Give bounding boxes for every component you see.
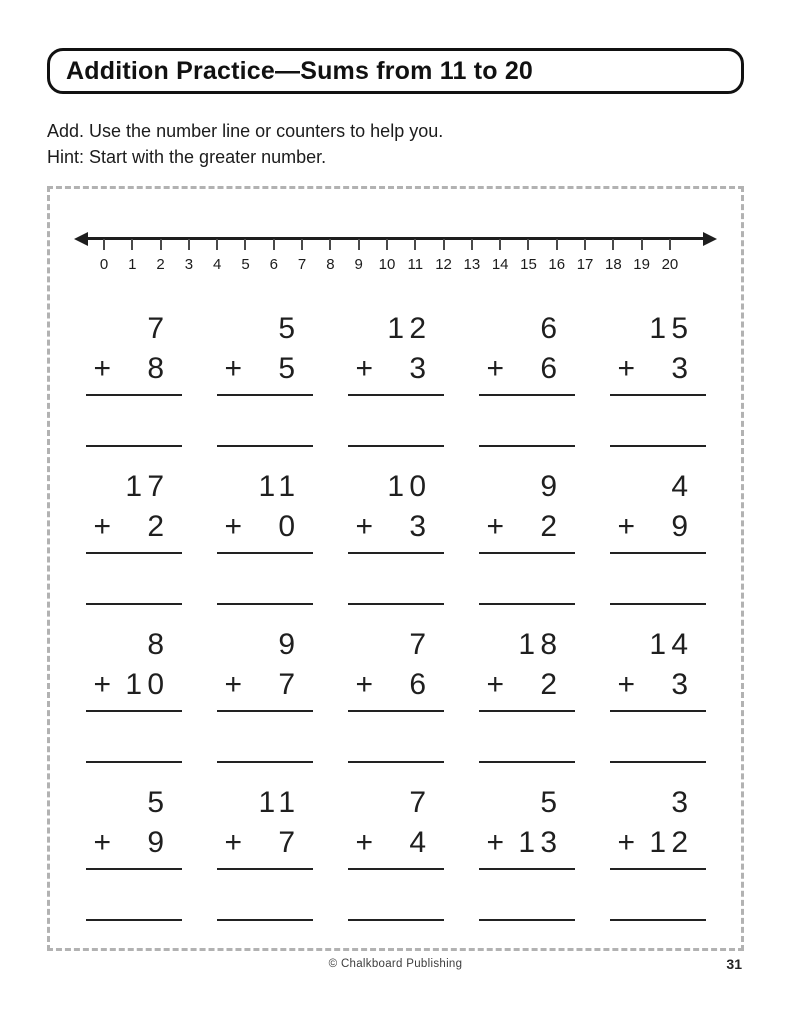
number-line-ticks (88, 239, 703, 273)
page-title: Addition Practice—Sums from 11 to 20 (66, 56, 534, 85)
plus-sign: + (617, 826, 641, 859)
problem-inner (479, 469, 575, 627)
plus-sign: + (355, 510, 379, 543)
number-line-tick (661, 239, 679, 273)
operator-row (86, 509, 182, 554)
top-addend: 17 (125, 470, 170, 503)
bottom-addend: 6 (409, 668, 432, 701)
bottom-addend: 9 (147, 826, 170, 859)
operator-row (610, 351, 706, 396)
top-addend: 5 (540, 786, 563, 819)
bottom-addend: 2 (540, 510, 563, 543)
number-line-tick (156, 239, 165, 273)
addition-problem (68, 627, 199, 785)
addition-problem (330, 311, 461, 469)
plus-sign: + (355, 826, 379, 859)
top-addend: 8 (147, 628, 170, 661)
top-addend: 7 (409, 628, 432, 661)
bottom-addend: 13 (518, 826, 563, 859)
problem-inner (217, 311, 313, 469)
page-number: 31 (726, 956, 742, 972)
number-line-tick (520, 239, 537, 273)
tick-label: 5 (241, 256, 250, 273)
top-addend: 7 (147, 312, 170, 345)
answer-blank[interactable] (479, 919, 575, 921)
tick-label: 2 (156, 256, 165, 273)
number-line-tick (326, 239, 335, 273)
tick-label: 3 (184, 256, 194, 273)
tick-label: 6 (269, 256, 278, 273)
addition-problem (592, 311, 723, 469)
tick-mark (527, 239, 529, 250)
tick-mark (386, 239, 388, 250)
bottom-addend: 10 (125, 668, 170, 701)
addition-problem (330, 785, 461, 943)
top-addend: 10 (387, 470, 432, 503)
tick-label: 11 (407, 256, 424, 273)
instruction-line-2: Hint: Start with the greater number. (47, 147, 327, 167)
plus-sign: + (93, 510, 117, 543)
operator-row (610, 667, 706, 712)
answer-blank[interactable] (86, 919, 182, 921)
number-line-tick (548, 239, 566, 273)
tick-mark (669, 239, 671, 250)
bottom-addend: 8 (147, 352, 170, 385)
number-line-tick (269, 239, 278, 273)
bottom-addend: 2 (540, 668, 563, 701)
tick-label: 14 (491, 256, 509, 273)
number-line-tick (99, 239, 109, 273)
top-addend: 12 (387, 312, 432, 345)
bottom-addend: 7 (278, 826, 301, 859)
number-line-tick (184, 239, 194, 273)
plus-sign: + (617, 510, 641, 543)
plus-sign: + (224, 826, 248, 859)
problems-grid (68, 311, 723, 943)
number-line-tick (213, 239, 222, 273)
problem-inner (217, 627, 313, 785)
addition-problem (199, 785, 330, 943)
tick-label: 20 (661, 256, 679, 273)
tick-mark (103, 239, 105, 250)
tick-label: 1 (128, 256, 137, 273)
number-line-tick (128, 239, 137, 273)
plus-sign: + (224, 668, 248, 701)
tick-mark (414, 239, 416, 250)
addition-problem (330, 469, 461, 627)
number-line-tick (435, 239, 452, 273)
operator-row (86, 825, 182, 870)
top-addend: 3 (671, 786, 694, 819)
tick-mark (160, 239, 162, 250)
tick-label: 12 (435, 256, 452, 273)
page-footer (47, 958, 744, 978)
addition-problem (592, 785, 723, 943)
tick-mark (612, 239, 614, 250)
number-line-tick (576, 239, 594, 273)
tick-label: 8 (326, 256, 335, 273)
tick-label: 16 (548, 256, 566, 273)
bottom-addend: 7 (278, 668, 301, 701)
tick-mark (443, 239, 445, 250)
tick-mark (188, 239, 190, 250)
plus-sign: + (224, 510, 248, 543)
operator-row (217, 351, 313, 396)
tick-mark (641, 239, 643, 250)
addition-problem (330, 627, 461, 785)
bottom-addend: 5 (278, 352, 301, 385)
number-line-tick (605, 239, 622, 273)
tick-mark (244, 239, 246, 250)
worksheet-title-box (47, 48, 744, 94)
problem-inner (217, 785, 313, 943)
problem-inner (479, 627, 575, 785)
tick-label: 15 (520, 256, 537, 273)
worksheet-area (47, 186, 744, 951)
addition-problem (199, 311, 330, 469)
top-addend: 14 (649, 628, 694, 661)
answer-blank[interactable] (479, 761, 575, 763)
arrow-right-icon (703, 232, 717, 246)
instruction-line-1: Add. Use the number line or counters to help you. (47, 121, 444, 141)
operator-row (348, 509, 444, 554)
tick-mark (471, 239, 473, 250)
tick-label: 17 (576, 256, 594, 273)
answer-blank[interactable] (348, 445, 444, 447)
top-addend: 5 (147, 786, 170, 819)
problem-inner (86, 311, 182, 469)
bottom-addend: 9 (671, 510, 694, 543)
bottom-addend: 4 (409, 826, 432, 859)
number-line-tick (491, 239, 509, 273)
answer-blank[interactable] (479, 603, 575, 605)
addition-problem (461, 785, 592, 943)
bottom-addend: 2 (147, 510, 170, 543)
plus-sign: + (486, 826, 510, 859)
top-addend: 9 (278, 628, 301, 661)
addition-problem (199, 469, 330, 627)
top-addend: 4 (671, 470, 694, 503)
addition-problem (461, 469, 592, 627)
tick-label: 10 (378, 256, 396, 273)
plus-sign: + (355, 668, 379, 701)
plus-sign: + (617, 668, 641, 701)
problem-inner (348, 627, 444, 785)
addition-problem (461, 311, 592, 469)
top-addend: 5 (278, 312, 301, 345)
arrow-left-icon (74, 232, 88, 246)
addition-problem (592, 469, 723, 627)
bottom-addend: 3 (671, 668, 694, 701)
number-line (72, 217, 719, 287)
answer-blank[interactable] (86, 445, 182, 447)
tick-mark (131, 239, 133, 250)
bottom-addend: 6 (540, 352, 563, 385)
tick-label: 19 (633, 256, 650, 273)
problem-inner (610, 311, 706, 469)
answer-blank[interactable] (610, 761, 706, 763)
operator-row (610, 509, 706, 554)
problem-inner (217, 469, 313, 627)
tick-mark (301, 239, 303, 250)
problem-inner (610, 785, 706, 943)
answer-blank[interactable] (217, 445, 313, 447)
answer-blank[interactable] (217, 761, 313, 763)
addition-problem (68, 311, 199, 469)
number-line-tick (378, 239, 396, 273)
tick-mark (584, 239, 586, 250)
plus-sign: + (93, 826, 117, 859)
problem-inner (348, 469, 444, 627)
answer-blank[interactable] (217, 603, 313, 605)
addition-problem (592, 627, 723, 785)
bottom-addend: 0 (278, 510, 301, 543)
answer-blank[interactable] (217, 919, 313, 921)
answer-blank[interactable] (348, 603, 444, 605)
problem-inner (479, 311, 575, 469)
addition-problem (68, 469, 199, 627)
operator-row (479, 351, 575, 396)
tick-mark (273, 239, 275, 250)
number-line-tick (354, 239, 363, 273)
plus-sign: + (224, 352, 248, 385)
plus-sign: + (486, 352, 510, 385)
top-addend: 18 (518, 628, 563, 661)
answer-blank[interactable] (479, 445, 575, 447)
tick-label: 13 (463, 256, 481, 273)
tick-mark (358, 239, 360, 250)
tick-mark (556, 239, 558, 250)
plus-sign: + (355, 352, 379, 385)
answer-blank[interactable] (610, 445, 706, 447)
operator-row (479, 825, 575, 870)
number-line-tick (633, 239, 650, 273)
top-addend: 11 (258, 786, 301, 819)
problem-inner (610, 627, 706, 785)
top-addend: 11 (258, 470, 301, 503)
top-addend: 15 (649, 312, 694, 345)
addition-problem (199, 627, 330, 785)
answer-blank[interactable] (610, 603, 706, 605)
problem-inner (348, 311, 444, 469)
plus-sign: + (93, 668, 117, 701)
operator-row (217, 509, 313, 554)
tick-mark (499, 239, 501, 250)
problem-inner (86, 627, 182, 785)
tick-label: 9 (354, 256, 363, 273)
plus-sign: + (486, 510, 510, 543)
answer-blank[interactable] (86, 761, 182, 763)
tick-mark (216, 239, 218, 250)
tick-label: 18 (605, 256, 622, 273)
tick-mark (329, 239, 331, 250)
bottom-addend: 12 (649, 826, 694, 859)
problem-inner (86, 785, 182, 943)
copyright-text: © Chalkboard Publishing (328, 958, 463, 970)
top-addend: 6 (540, 312, 563, 345)
problem-inner (610, 469, 706, 627)
operator-row (479, 667, 575, 712)
plus-sign: + (93, 352, 117, 385)
answer-blank[interactable] (348, 919, 444, 921)
problem-inner (86, 469, 182, 627)
addition-problem (68, 785, 199, 943)
number-line-tick (463, 239, 481, 273)
operator-row (86, 667, 182, 712)
number-line-tick (407, 239, 424, 273)
top-addend: 9 (540, 470, 563, 503)
operator-row (86, 351, 182, 396)
tick-label: 0 (99, 256, 109, 273)
operator-row (217, 825, 313, 870)
plus-sign: + (486, 668, 510, 701)
tick-label: 4 (213, 256, 222, 273)
answer-blank[interactable] (610, 919, 706, 921)
bottom-addend: 3 (409, 510, 432, 543)
number-line-tick (297, 239, 307, 273)
answer-blank[interactable] (86, 603, 182, 605)
top-addend: 7 (409, 786, 432, 819)
number-line-tick (241, 239, 250, 273)
tick-label: 7 (297, 256, 307, 273)
plus-sign: + (617, 352, 641, 385)
operator-row (348, 667, 444, 712)
operator-row (348, 825, 444, 870)
problem-inner (479, 785, 575, 943)
addition-problem (461, 627, 592, 785)
operator-row (479, 509, 575, 554)
operator-row (217, 667, 313, 712)
operator-row (348, 351, 444, 396)
bottom-addend: 3 (671, 352, 694, 385)
problem-inner (348, 785, 444, 943)
answer-blank[interactable] (348, 761, 444, 763)
bottom-addend: 3 (409, 352, 432, 385)
operator-row (610, 825, 706, 870)
